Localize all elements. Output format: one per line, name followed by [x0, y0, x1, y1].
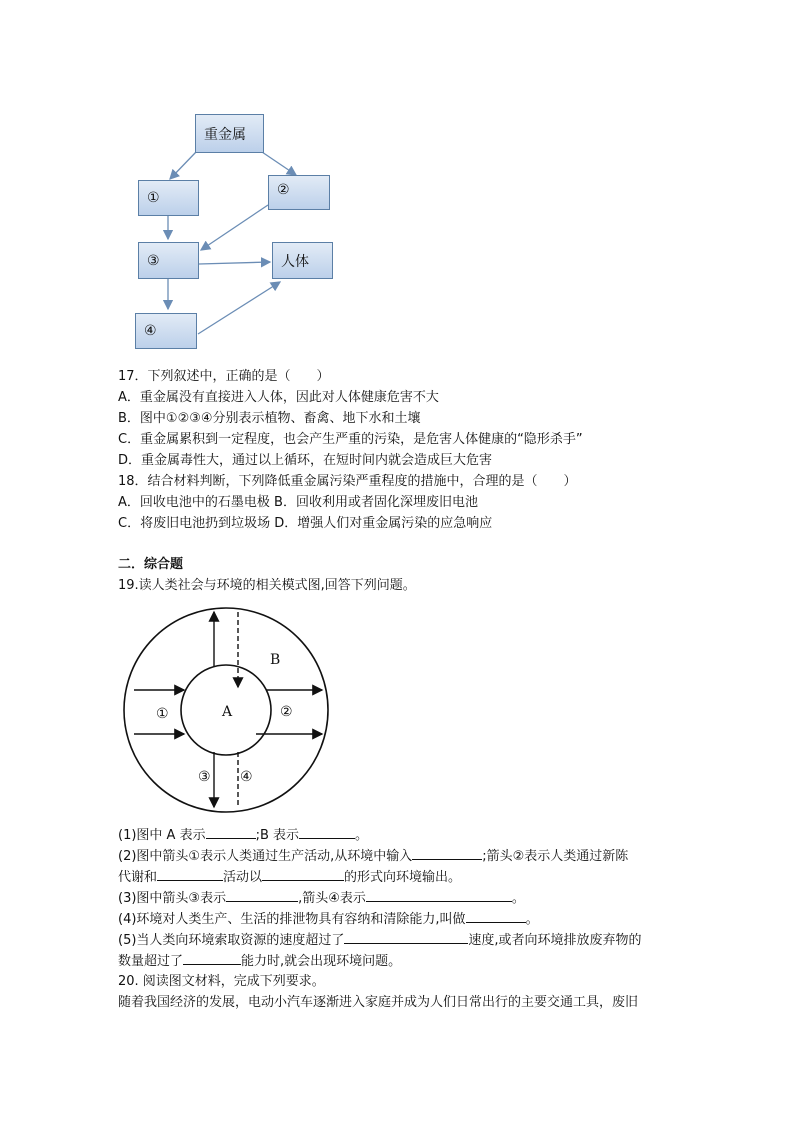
q18-stem: 18．结合材料判断，下列降低重金属污染严重程度的措施中，合理的是（ ）: [118, 474, 577, 489]
section-heading: 二．综合题: [118, 557, 184, 572]
q17-stem: 17．下列叙述中，正确的是（ ）: [118, 369, 330, 384]
q19-blank-activity[interactable]: [157, 867, 223, 881]
q18-options-ab[interactable]: A．回收电池中的石墨电极 B．回收利用或者固化深埋废旧电池: [118, 495, 478, 510]
q19-p1-text-a: (1)图中 A 表示: [118, 828, 206, 843]
q19-p5-text-b: 速度,或者向环境排放废弃物的: [468, 933, 642, 948]
q19-p4-text-b: 。: [525, 912, 539, 927]
node-1: ①: [138, 180, 199, 216]
q19-blank-form[interactable]: [262, 867, 344, 881]
label-A: A: [222, 704, 233, 720]
node-2: ②: [268, 175, 330, 210]
label-4: ④: [240, 769, 253, 785]
q17-option-b[interactable]: B．图中①②③④分别表示植物、畜禽、地下水和土壤: [118, 411, 421, 426]
q19-blank-b[interactable]: [299, 825, 355, 839]
q19-p2-text-e: 的形式向环境输出。: [344, 870, 462, 885]
q19-part5-line1: [118, 930, 642, 951]
q19-p1-text-b: ;B 表示: [255, 828, 300, 843]
label-1: ①: [156, 706, 169, 722]
q19-stem: 19.读人类社会与环境的相关模式图,回答下列问题。: [118, 578, 416, 593]
q19-blank-capacity[interactable]: [466, 909, 526, 923]
q19-p3-text-c: 。: [511, 891, 525, 906]
node-4: ④: [135, 313, 197, 349]
q19-blank-arrow3[interactable]: [226, 888, 298, 902]
q19-p2-text-b: ;箭头②表示人类通过新陈: [482, 849, 629, 864]
q20-text: 随着我国经济的发展，电动小汽车逐渐进入家庭并成为人们日常出行的主要交通工具，废旧: [118, 995, 639, 1010]
q19-blank-speed[interactable]: [344, 930, 468, 944]
q19-blank-arrow4[interactable]: [366, 888, 512, 902]
q19-p5-text-d: 能力时,就会出现环境问题。: [241, 954, 402, 969]
node-3: ③: [138, 242, 199, 279]
q19-blank-ability[interactable]: [183, 951, 241, 965]
node-heavy-metal: 重金属: [195, 114, 264, 153]
q19-part4: [118, 909, 539, 930]
q19-p2-text-d: 活动以: [223, 870, 263, 885]
q19-part2-line2: [118, 867, 461, 888]
q19-p1-text-c: 。: [355, 828, 369, 843]
q20-stem: 20. 阅读图文材料，完成下列要求。: [118, 974, 325, 989]
q19-p5-text-a: (5)当人类向环境索取资源的速度超过了: [118, 933, 345, 948]
q19-p3-text-a: (3)图中箭头③表示: [118, 891, 227, 906]
q19-p3-text-b: ,箭头④表示: [298, 891, 366, 906]
q17-option-d[interactable]: D．重金属毒性大，通过以上循环，在短时间内就会造成巨大危害: [118, 453, 493, 468]
q19-part1: [118, 825, 368, 846]
label-B: B: [270, 652, 281, 668]
label-2: ②: [280, 704, 293, 720]
q19-p5-text-c: 数量超过了: [118, 954, 184, 969]
q19-blank-a[interactable]: [206, 825, 256, 839]
label-3: ③: [198, 769, 211, 785]
q19-part3: [118, 888, 525, 909]
q17-option-a[interactable]: A．重金属没有直接进入人体，因此对人体健康危害不大: [118, 390, 439, 405]
q19-p4-text-a: (4)环境对人类生产、生活的排泄物具有容纳和清除能力,叫做: [118, 912, 466, 927]
q19-blank-input[interactable]: [412, 846, 482, 860]
q18-options-cd[interactable]: C．将废旧电池扔到垃圾场 D．增强人们对重金属污染的应急响应: [118, 516, 493, 531]
node-human: 人体: [272, 242, 333, 279]
q19-part5-line2: [118, 951, 401, 972]
q19-p2-text-a: (2)图中箭头①表示人类通过生产活动,从环境中输入: [118, 849, 413, 864]
heavy-metal-flow-arrows: [0, 0, 794, 360]
human-environment-diagram: [118, 606, 338, 820]
q19-part2-line1: [118, 846, 628, 867]
q17-option-c[interactable]: C．重金属累积到一定程度，也会产生严重的污染，是危害人体健康的“隐形杀手”: [118, 432, 583, 447]
q19-p2-text-c: 代谢和: [118, 870, 158, 885]
